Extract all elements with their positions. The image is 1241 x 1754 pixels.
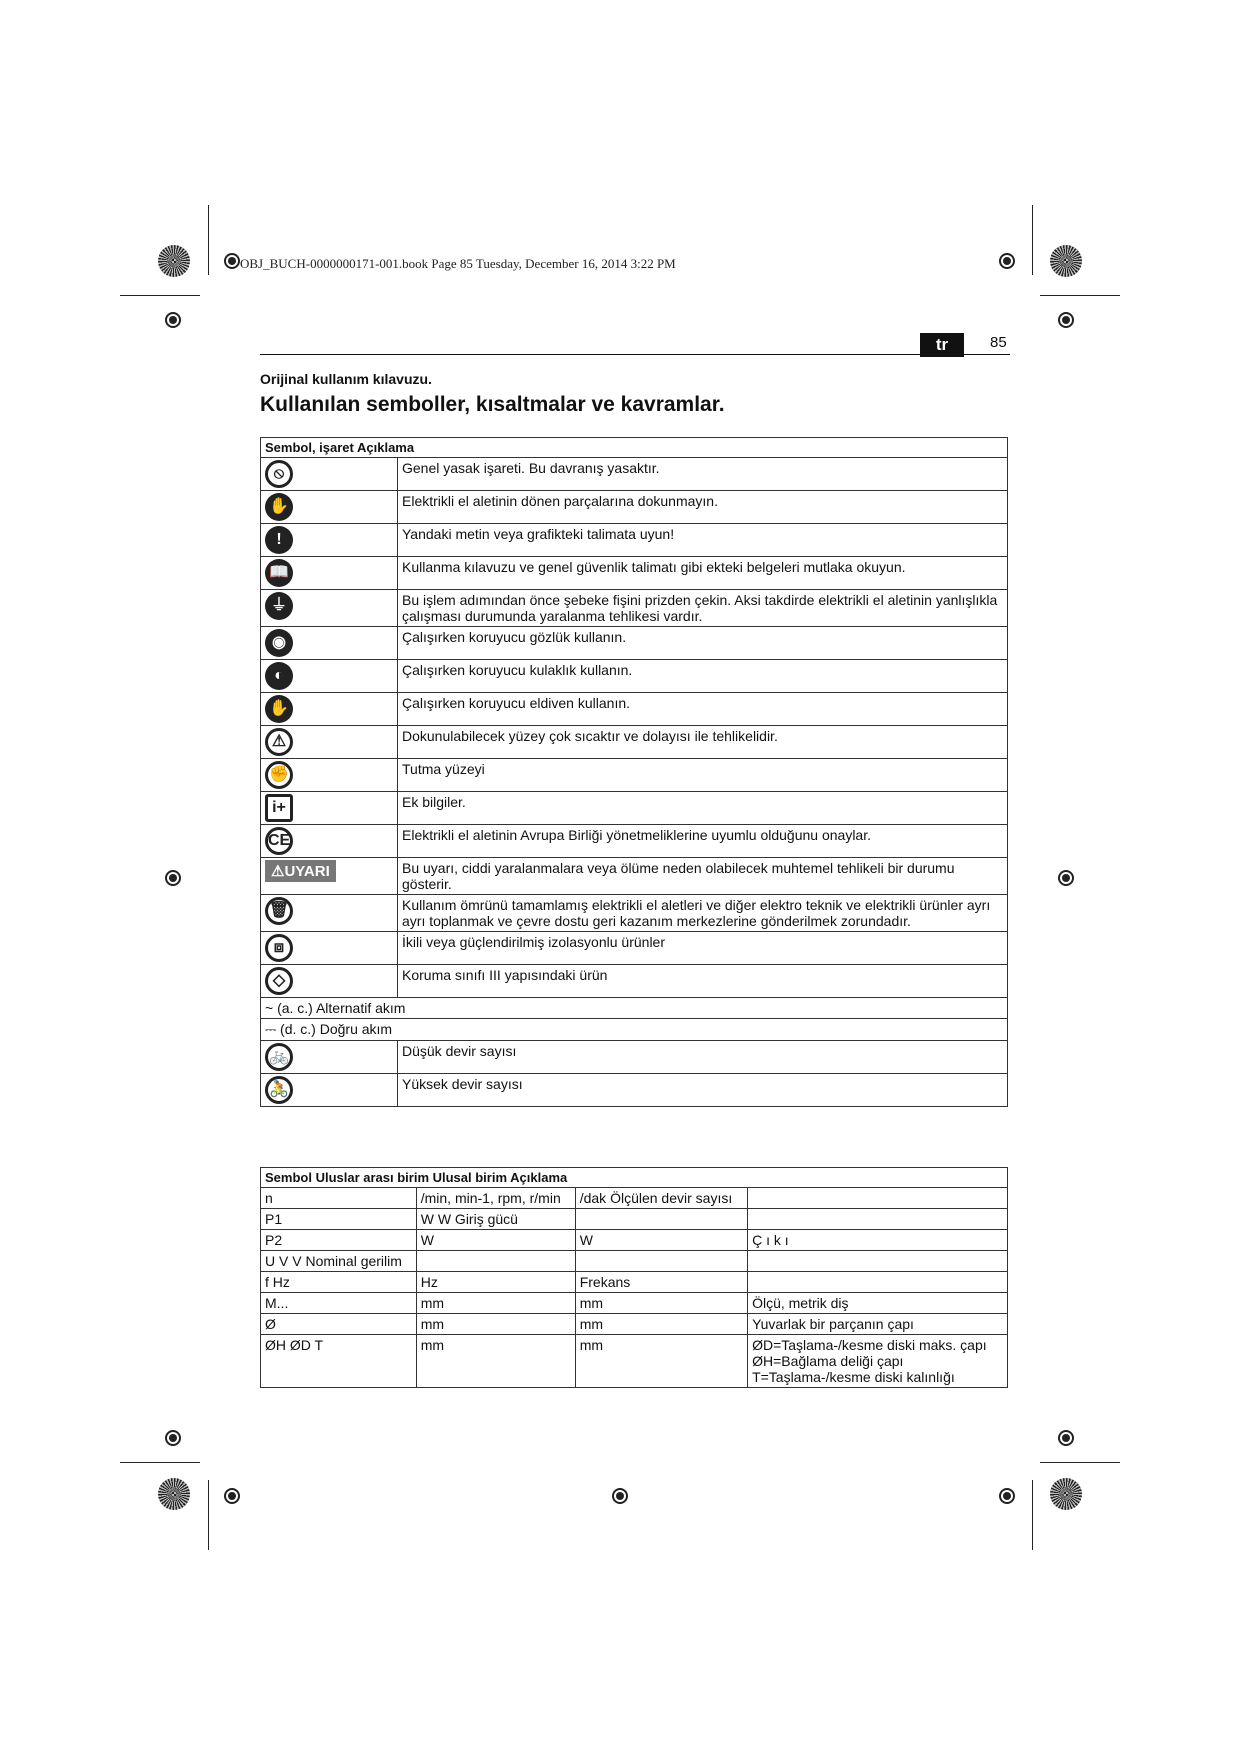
unit-cell: mm (575, 1314, 747, 1335)
registration-sunburst-icon (158, 245, 190, 277)
symbol-row (261, 965, 1008, 998)
no-touch-icon: ✋ (265, 493, 293, 521)
info-icon: i+ (265, 794, 293, 822)
crop-mark (208, 1480, 209, 1550)
symbol-description: Tutma yüzeyi (398, 759, 1008, 792)
registration-target-icon (1058, 870, 1074, 886)
registration-target-icon (224, 253, 240, 269)
unit-cell: Frekans (575, 1272, 747, 1293)
unit-cell: /min, min-1, rpm, r/min (416, 1188, 575, 1209)
unit-row (261, 1188, 1008, 1209)
symbol-description: Ek bilgiler. (398, 792, 1008, 825)
unit-cell: Ölçü, metrik diş (748, 1293, 1008, 1314)
symbol-description: İkili veya güçlendirilmiş izolasyonlu ürünler (398, 932, 1008, 965)
symbol-row (261, 660, 1008, 693)
document-subtitle: Orijinal kullanım kılavuzu. (260, 371, 432, 387)
symbols-table (260, 437, 1008, 1107)
symbol-row (261, 458, 1008, 491)
unit-row (261, 1335, 1008, 1388)
unit-row (261, 1230, 1008, 1251)
unit-row (261, 1293, 1008, 1314)
symbol-row (261, 693, 1008, 726)
registration-target-icon (165, 312, 181, 328)
unit-cell (416, 1251, 575, 1272)
symbol-cell (261, 627, 398, 660)
units-table-header: Sembol Uluslar arası birim Ulusal birim Açıklama (261, 1168, 1008, 1188)
unit-cell: P1 (261, 1209, 417, 1230)
symbol-row (261, 491, 1008, 524)
symbol-row (261, 1041, 1008, 1074)
crop-mark (120, 1462, 200, 1463)
weee-bin-icon: 🗑 (265, 897, 293, 925)
symbol-cell (261, 965, 398, 998)
crop-mark (208, 205, 209, 275)
unit-row (261, 1251, 1008, 1272)
symbol-description: Bu işlem adımından önce şebeke fişini prizden çekin. Aksi takdirde elektrikli el aletinin yanlışlıkla çalışması durumunda yaralanma tehlikesi vardır. (398, 590, 1008, 627)
symbol-row (261, 627, 1008, 660)
registration-target-icon (999, 1488, 1015, 1504)
symbol-description: Elektrikli el aletinin dönen parçalarına dokunmayın. (398, 491, 1008, 524)
symbol-description: Genel yasak işareti. Bu davranış yasaktır. (398, 458, 1008, 491)
unit-cell: f Hz (261, 1272, 417, 1293)
unit-cell: mm (416, 1314, 575, 1335)
unit-cell: W (575, 1230, 747, 1251)
registration-sunburst-icon (1050, 1478, 1082, 1510)
units-table (260, 1167, 1008, 1388)
ce-mark-icon: CE (265, 827, 293, 855)
registration-target-icon (165, 1430, 181, 1446)
unit-cell: ØH ØD T (261, 1335, 417, 1388)
unit-cell: Ç ı k ı (748, 1230, 1008, 1251)
book-header-line: OBJ_BUCH-0000000171-001.book Page 85 Tuesday, December 16, 2014 3:22 PM (240, 256, 676, 271)
unplug-icon: ⏚ (265, 592, 293, 620)
registration-target-icon (1058, 1430, 1074, 1446)
symbol-cell (261, 792, 398, 825)
class-three-icon: ◇ (265, 967, 293, 995)
symbol-description: Çalışırken koruyucu kulaklık kullanın. (398, 660, 1008, 693)
symbol-description: Düşük devir sayısı (398, 1041, 1008, 1074)
gloves-icon: ✋ (265, 695, 293, 723)
symbol-description: Çalışırken koruyucu eldiven kullanın. (398, 693, 1008, 726)
symbol-row (261, 858, 1008, 895)
symbol-description: Kullanım ömrünü tamamlamış elektrikli el aletleri ve diğer elektro teknik ve elektrikli ürünler ayrı ayrı toplanmak ve çevre dostu geri kazanım merkezlerine gönderilmek zorundadır. (398, 895, 1008, 932)
ear-protection-icon: ◐ (265, 662, 293, 690)
symbol-cell (261, 726, 398, 759)
symbol-cell (261, 524, 398, 557)
symbol-description: Dokunulabilecek yüzey çok sıcaktır ve dolayısı ile tehlikelidir. (398, 726, 1008, 759)
prohibition-icon: ⦸ (265, 460, 293, 488)
registration-target-icon (1058, 312, 1074, 328)
crop-mark (1032, 1480, 1033, 1550)
registration-target-icon (224, 1488, 240, 1504)
symbol-cell (261, 932, 398, 965)
unit-cell: mm (416, 1335, 575, 1388)
symbol-row (261, 998, 1008, 1019)
symbol-description: Bu uyarı, ciddi yaralanmalara veya ölüme neden olabilecek muhtemel tehlikeli bir durumu gösterir. (398, 858, 1008, 895)
unit-cell: U V V Nominal gerilim (261, 1251, 417, 1272)
registration-target-icon (165, 870, 181, 886)
low-speed-icon: 🚲 (265, 1043, 293, 1071)
read-manual-icon: 📖 (265, 559, 293, 587)
double-insulation-icon: ⧈ (265, 934, 293, 962)
symbol-row (261, 557, 1008, 590)
symbol-row (261, 825, 1008, 858)
unit-cell: n (261, 1188, 417, 1209)
unit-row (261, 1209, 1008, 1230)
registration-target-icon (999, 253, 1015, 269)
language-badge: tr (920, 333, 964, 357)
symbol-description: Elektrikli el aletinin Avrupa Birliği yönetmeliklerine uyumlu olduğunu onaylar. (398, 825, 1008, 858)
crop-mark (1032, 205, 1033, 275)
symbol-cell (261, 693, 398, 726)
unit-cell: P2 (261, 1230, 417, 1251)
registration-sunburst-icon (158, 1478, 190, 1510)
unit-cell: Ø (261, 1314, 417, 1335)
symbol-cell (261, 491, 398, 524)
symbol-row (261, 895, 1008, 932)
symbol-description: Koruma sınıfı III yapısındaki ürün (398, 965, 1008, 998)
symbol-row (261, 759, 1008, 792)
crop-mark (1040, 1462, 1120, 1463)
unit-cell: W (416, 1230, 575, 1251)
page-number: 85 (990, 334, 1007, 351)
unit-cell (748, 1272, 1008, 1293)
unit-cell (748, 1251, 1008, 1272)
header-rule (260, 354, 1010, 355)
symbol-description: Yandaki metin veya grafikteki talimata uyun! (398, 524, 1008, 557)
crop-mark (1040, 295, 1120, 296)
symbol-row (261, 524, 1008, 557)
symbol-description: Kullanma kılavuzu ve genel güvenlik talimatı gibi ekteki belgeleri mutlaka okuyun. (398, 557, 1008, 590)
symbol-cell (261, 858, 398, 895)
symbol-cell (261, 759, 398, 792)
symbol-cell (261, 1041, 398, 1074)
registration-sunburst-icon (1050, 245, 1082, 277)
symbol-row (261, 590, 1008, 627)
symbol-description: ⎓ (d. c.) Doğru akım (261, 1019, 1008, 1041)
unit-cell: Hz (416, 1272, 575, 1293)
unit-cell (575, 1209, 747, 1230)
hot-surface-icon: ⚠ (265, 728, 293, 756)
warning-label-icon: ⚠UYARI (265, 860, 336, 882)
crop-mark (120, 295, 200, 296)
symbol-cell (261, 557, 398, 590)
high-speed-icon: 🚴 (265, 1076, 293, 1104)
unit-cell (748, 1209, 1008, 1230)
exclamation-icon: ! (265, 526, 293, 554)
symbol-cell (261, 895, 398, 932)
symbol-row (261, 726, 1008, 759)
unit-cell: Yuvarlak bir parçanın çapı (748, 1314, 1008, 1335)
unit-cell: mm (416, 1293, 575, 1314)
goggles-icon: ◉ (265, 629, 293, 657)
unit-row (261, 1272, 1008, 1293)
symbol-cell (261, 825, 398, 858)
symbol-row (261, 792, 1008, 825)
unit-cell: /dak Ölçülen devir sayısı (575, 1188, 747, 1209)
symbol-description: Yüksek devir sayısı (398, 1074, 1008, 1107)
symbols-table-header: Sembol, işaret Açıklama (261, 438, 1008, 458)
symbol-cell (261, 1074, 398, 1107)
symbol-row (261, 1074, 1008, 1107)
unit-cell: mm (575, 1293, 747, 1314)
page-title: Kullanılan semboller, kısaltmalar ve kavramlar. (260, 393, 725, 416)
unit-cell: W W Giriş gücü (416, 1209, 575, 1230)
symbol-cell (261, 660, 398, 693)
unit-row (261, 1314, 1008, 1335)
registration-target-icon (612, 1488, 628, 1504)
unit-cell (748, 1188, 1008, 1209)
symbol-cell (261, 458, 398, 491)
grip-surface-icon: ✊ (265, 761, 293, 789)
symbol-description: Çalışırken koruyucu gözlük kullanın. (398, 627, 1008, 660)
symbol-row (261, 932, 1008, 965)
unit-cell: M... (261, 1293, 417, 1314)
symbol-description: ~ (a. c.) Alternatif akım (261, 998, 1008, 1019)
unit-cell: mm (575, 1335, 747, 1388)
symbol-cell (261, 590, 398, 627)
unit-cell: ØD=Taşlama-/kesme diski maks. çapı ØH=Bağlama deliği çapı T=Taşlama-/kesme diski kalınlığı (748, 1335, 1008, 1388)
symbol-row (261, 1019, 1008, 1041)
unit-cell (575, 1251, 747, 1272)
